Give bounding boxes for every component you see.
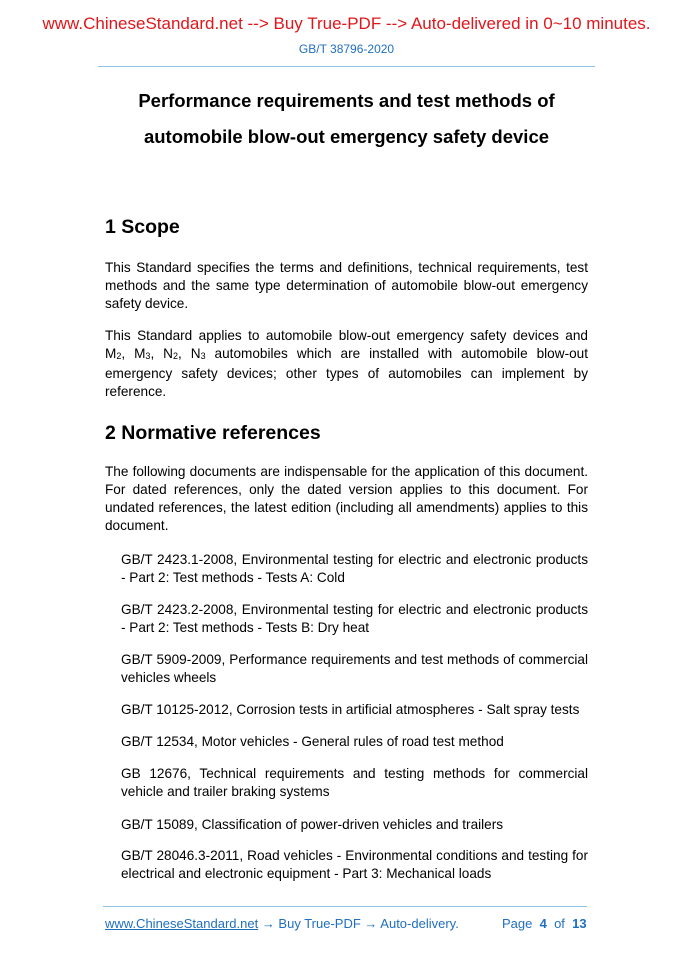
reference-item: GB/T 10125-2012, Corrosion tests in artificial atmospheres - Salt spray tests <box>121 702 580 717</box>
scope-paragraph-2: This Standard applies to automobile blow-out emergency safety devices and $M_2$, $M_3$, $N_2$, $N_3$ automobiles which are installed with automobile blow-out emergency safety devices; other types of automobiles can implement by reference. <box>105 328 588 399</box>
page-number: Page 4 of 13 <box>502 916 587 931</box>
section-heading-scope: 1 Scope <box>105 216 180 238</box>
reference-item: GB/T 5909-2009, Performance requirements and test methods of commercial vehicles wheels <box>121 652 588 685</box>
scope-paragraph-1: This Standard specifies the terms and definitions, technical requirements, test methods and the same type determination of automobile blow-out emergency safety device. <box>105 260 588 311</box>
reference-item: GB/T 2423.2-2008, Environmental testing for electric and electronic products - Part 2: Test methods - Tests B: Dry heat <box>121 602 588 635</box>
footer-site-link[interactable]: www.ChineseStandard.net <box>105 916 259 931</box>
section-heading-normative-references: 2 Normative references <box>105 422 321 444</box>
standard-number: GB/T 38796-2020 <box>298 42 395 56</box>
header-divider <box>98 66 595 67</box>
reference-item: GB 12676, Technical requirements and testing methods for commercial vehicle and trailer braking systems <box>121 766 588 799</box>
footer-divider <box>103 906 587 907</box>
footer-promo: www.ChineseStandard.net → Buy True-PDF → Auto-delivery. <box>105 916 459 931</box>
title-line-2: automobile blow-out emergency safety device <box>143 126 550 147</box>
reference-item: GB/T 12534, Motor vehicles - General rules of road test method <box>121 734 504 749</box>
reference-item: GB/T 2423.1-2008, Environmental testing for electric and electronic products - Part 2: Test methods - Tests A: Cold <box>121 552 588 585</box>
references-intro: The following documents are indispensable for the application of this document. For dated references, only the dated version applies to this document. For undated references, the latest edition (including all amendments) applies to this document. <box>105 464 588 533</box>
reference-item: GB/T 28046.3-2011, Road vehicles - Environmental conditions and testing for electrical and electronic equipment - Part 3: Mechanical loads <box>121 848 588 881</box>
reference-item: GB/T 15089, Classification of power-driven vehicles and trailers <box>121 817 504 832</box>
promo-banner[interactable]: www.ChineseStandard.net --> Buy True-PDF --> Auto-delivered in 0~10 minutes. <box>42 14 651 33</box>
title-line-1: Performance requirements and test methods of <box>138 90 555 111</box>
